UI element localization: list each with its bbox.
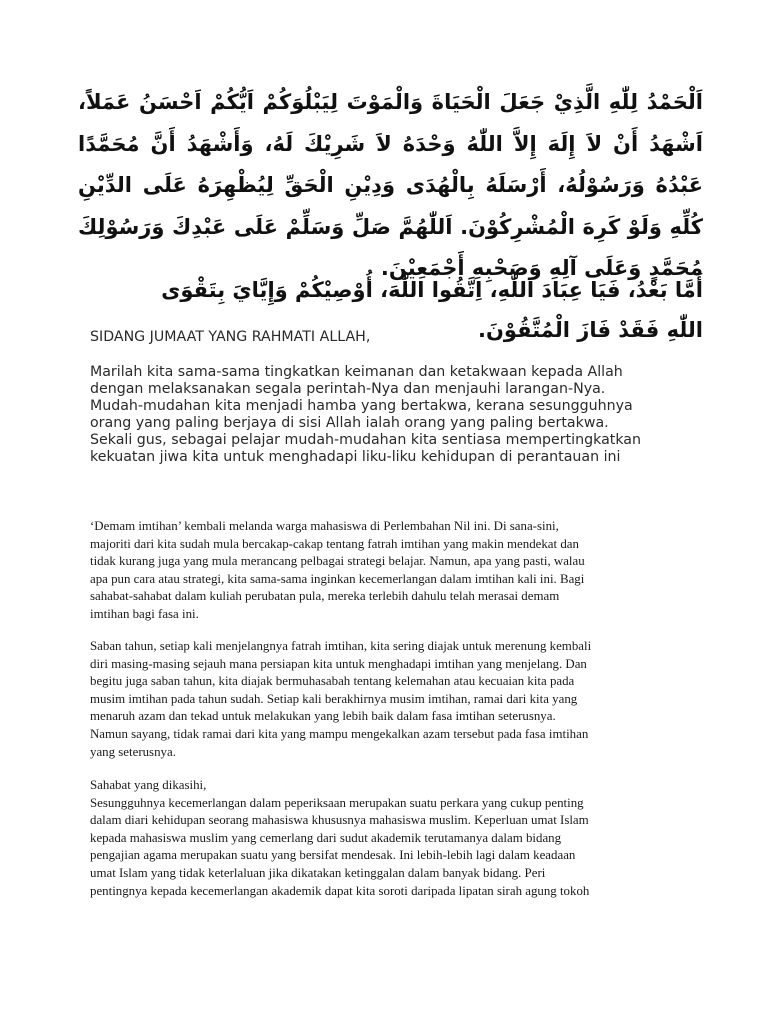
- paragraph-line: diri masing-masing sejauh mana persiapan kita untuk menghadapi imtihan yang menjelang. Dan: [90, 656, 587, 671]
- paragraph-line: Namun sayang, tidak ramai dari kita yang mampu mengekalkan azam tersebut pada fasa imtihan: [90, 726, 589, 741]
- arabic-amma-badu: أَمَّا بَعْدُ، فَيَا عِبَادَ اللّٰهِ، اِتَّقُوا اللّٰهَ، أُوْصِيْكُمْ وَإِيَّايَ بِتَقْوَى اللّٰهِ فَقَدْ فَازَ الْمُتَّقُوْنَ.: [161, 278, 703, 342]
- paragraph-line: kepada mahasiswa muslim yang cemerlang dari sudut akademik terutamanya dalam bidang: [90, 830, 562, 845]
- intro-line: dengan melaksanakan segala perintah-Nya dan menjauhi larangan-Nya.: [90, 381, 606, 397]
- paragraph-line: umat Islam yang tidak keterlaluan jika dikatakan ketinggalan dalam banyak bidang. Peri: [90, 865, 546, 880]
- intro-line: Mudah-mudahan kita menjadi hamba yang bertakwa, kerana sesungguhnya: [90, 398, 633, 414]
- paragraph-line: yang seterusnya.: [90, 744, 176, 759]
- paragraph-line: begitu juga saban tahun, kita diajak bermuhasabah tentang kelemahan atau kecuaian kita pada: [90, 674, 575, 689]
- sermon-heading: SIDANG JUMAAT YANG RAHMATI ALLAH,: [90, 329, 371, 345]
- arabic-opening-prayer: اَلْحَمْدُ لِلّٰهِ الَّذِيْ جَعَلَ الْحَيَاةَ وَالْمَوْتَ لِيَبْلُوَكُمْ اَيُّكُمْ اَحْسَنُ عَمَلاً، اَشْهَدُ أَنْ لاَ إِلَهَ إِلاَّ اللّٰهُ وَحْدَهُ لاَ شَرِيْكَ لَهُ، وَأَشْهَدُ أَنَّ مُحَمَّدًا عَبْدُهُ وَرَسُوْلُهُ، أَرْسَلَهُ بِالْهُدَى وَدِيْنِ الْحَقِّ لِيُظْهِرَهُ عَلَى الدِّيْنِ كُلِّهِ وَلَوْ كَرِهَ الْمُشْرِكُوْنَ. اَللّٰهُمَّ صَلِّ وَسَلِّمْ عَلَى عَبْدِكَ وَرَسُوْلِكَ مُحَمَّدٍ وَعَلَى آلِهِ وَصَحْبِهِ أَجْمَعِيْنَ.: [78, 90, 703, 280]
- paragraph-line: Saban tahun, setiap kali menjelangnya fatrah imtihan, kita sering diajak untuk merenung kembali: [90, 639, 592, 653]
- paragraph-line: sahabat-sahabat dalam kuliah perubatan pula, mereka terlebih dahulu telah merasai demam: [90, 589, 560, 604]
- paragraph-line: pentingnya kepada kecemerlangan akademik dapat kita soroti daripada lipatan sirah agung tokoh: [90, 883, 590, 898]
- intro-line: Marilah kita sama-sama tingkatkan keimanan dan ketakwaan kepada Allah: [90, 364, 623, 380]
- paragraph-line: musim imtihan pada tahun sudah. Setiap kali berakhirnya musim imtihan, ramai dari kita yang: [90, 691, 578, 706]
- paragraph-sahabat-dikasihi: [90, 777, 690, 900]
- paragraph-line: menaruh azam dan tekad untuk melakukan yang lebih baik dalam fasa imtihan seterusnya.: [90, 709, 556, 724]
- paragraph-line: pengajian agama merupakan suatu yang bersifat mendesak. Ini lebih-lebih lagi dalam keadaan: [90, 848, 576, 863]
- paragraph-demam-imtihan: [90, 518, 690, 624]
- paragraph-line: apa pun cara atau strategi, kita sama-sama inginkan kecemerlangan dalam imtihan kali ini. Bagi: [90, 571, 585, 586]
- paragraph-line: imtihan bagi fasa ini.: [90, 606, 199, 621]
- paragraph-line: Sahabat yang dikasihi,: [90, 778, 207, 792]
- paragraph-line: dalam diari kehidupan seorang mahasiswa khususnya mahasiswa muslim. Keperluan umat Islam: [90, 813, 589, 828]
- intro-line: kekuatan jiwa kita untuk menghadapi liku-liku kehidupan di perantauan ini: [90, 449, 621, 465]
- intro-line: Sekali gus, sebagai pelajar mudah-mudahan kita sentiasa mempertingkatkan: [90, 432, 641, 448]
- intro-line: orang yang paling berjaya di sisi Allah ialah orang yang paling bertakwa.: [90, 415, 609, 431]
- paragraph-line: majoriti dari kita sudah mula bercakap-cakap tentang fatrah imtihan yang makin mendekat dan: [90, 536, 579, 551]
- intro-paragraph: [90, 364, 690, 466]
- paragraph-line: Sesungguhnya kecemerlangan dalam peperiksaan merupakan suatu perkara yang cukup penting: [90, 795, 584, 810]
- paragraph-saban-tahun: [90, 638, 690, 761]
- paragraph-line: tidak kurang juga yang mula merancang pelbagai strategi belajar. Namun, apa yang pasti, walau: [90, 554, 585, 569]
- paragraph-line: ‘Demam imtihan’ kembali melanda warga mahasiswa di Perlembahan Nil ini. Di sana-sini,: [90, 519, 559, 533]
